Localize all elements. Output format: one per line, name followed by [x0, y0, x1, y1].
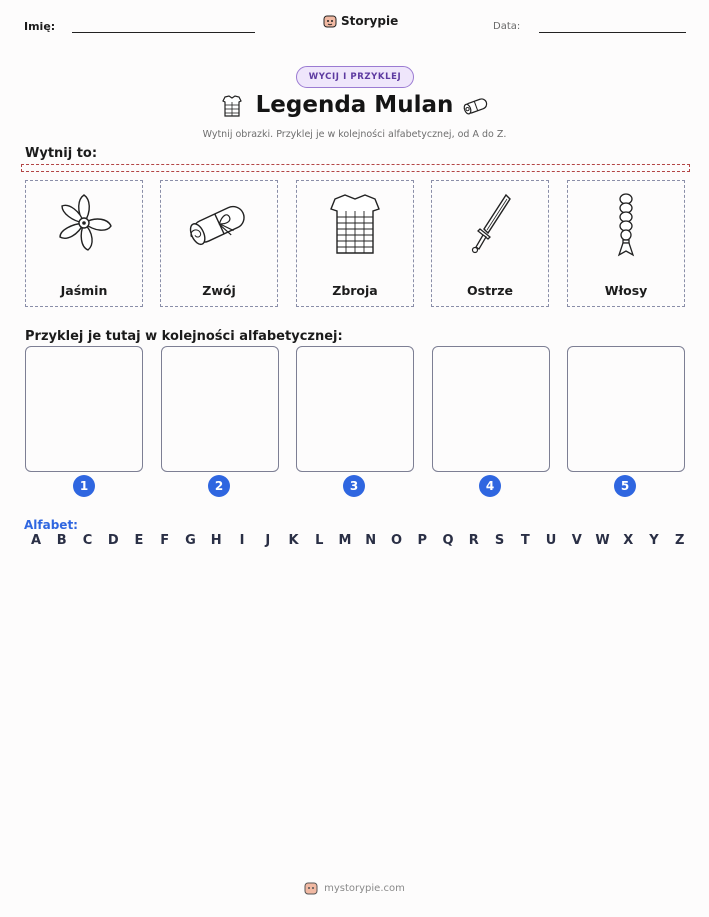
alphabet-letter: H [210, 533, 222, 548]
cut-card-blade[interactable] [431, 180, 549, 307]
brand-logo [323, 14, 398, 28]
alphabet-letter: O [390, 533, 403, 548]
alphabet-letter: E [134, 533, 144, 548]
alphabet-letter: J [265, 533, 271, 548]
slot-number-badge: 5 [614, 475, 636, 497]
alphabet-letter: Z [675, 533, 685, 548]
slot-number-badge: 2 [208, 475, 230, 497]
alphabet-letter: Y [649, 533, 659, 548]
armor-icon [321, 189, 389, 257]
alphabet-letter: P [417, 533, 428, 548]
alphabet-letter: X [623, 533, 634, 548]
footer-url[interactable]: mystorypie.com [324, 882, 405, 894]
alphabet-letter: S [494, 533, 505, 548]
alphabet-letter: T [520, 533, 530, 548]
cut-card-jasmine[interactable] [25, 180, 143, 307]
alphabet-letter: F [160, 533, 170, 548]
paste-heading: Przyklej je tutaj w kolejności alfabetycznej: [25, 329, 343, 344]
alphabet-letter: C [82, 533, 93, 548]
cut-card-armor[interactable] [296, 180, 414, 307]
alphabet-letter: I [239, 533, 245, 548]
cut-card-hair[interactable] [567, 180, 685, 307]
slot-number-badge: 1 [73, 475, 95, 497]
alphabet-letter: N [365, 533, 377, 548]
alphabet-letter: M [338, 533, 352, 548]
card-label: Zbroja [332, 283, 378, 298]
cut-line [21, 164, 690, 172]
date-line[interactable] [539, 32, 686, 33]
mascot-icon [323, 14, 337, 28]
blade-icon [456, 189, 524, 257]
alphabet-letter: B [56, 533, 67, 548]
paste-slot-5[interactable] [567, 346, 685, 472]
alphabet-letter: W [595, 533, 610, 548]
scroll-title-icon [461, 94, 491, 122]
slot-number-badge: 3 [343, 475, 365, 497]
card-label: Zwój [202, 283, 236, 298]
alphabet-letter: A [30, 533, 42, 548]
activity-badge: WYCIJ I PRZYKLEJ [296, 66, 414, 88]
alphabet-letter: U [545, 533, 557, 548]
name-line[interactable] [72, 32, 255, 33]
instructions: Wytnij obrazki. Przyklej je w kolejności alfabetycznej, od A do Z. [202, 129, 507, 140]
alphabet-letter: R [468, 533, 479, 548]
footer [0, 881, 709, 895]
alphabet-heading: Alfabet: [24, 518, 78, 532]
card-label: Jaśmin [60, 283, 108, 298]
cut-card-scroll[interactable] [160, 180, 278, 307]
paste-slot-3[interactable] [296, 346, 414, 472]
alphabet-letter: V [571, 533, 582, 548]
cut-heading: Wytnij to: [25, 146, 98, 161]
name-label: Imię: [24, 20, 56, 33]
alphabet-letter: G [185, 533, 196, 548]
alphabet-letter: Q [442, 533, 454, 548]
paste-slot-1[interactable] [25, 346, 143, 472]
alphabet-letter: K [288, 533, 299, 548]
braid-icon [592, 189, 660, 257]
paste-slot-4[interactable] [432, 346, 550, 472]
mascot-icon [304, 881, 318, 895]
alphabet-row [28, 533, 688, 548]
scroll-icon [185, 189, 253, 257]
alphabet-letter: D [107, 533, 119, 548]
date-label: Data: [493, 21, 521, 32]
brand-name: Storypie [341, 14, 399, 28]
slot-number-badge: 4 [479, 475, 501, 497]
page-title: Legenda Mulan [255, 92, 454, 118]
card-label: Włosy [604, 283, 648, 298]
card-label: Ostrze [467, 283, 513, 298]
flower-icon [50, 189, 118, 257]
alphabet-letter: L [315, 533, 324, 548]
paste-slot-2[interactable] [161, 346, 279, 472]
